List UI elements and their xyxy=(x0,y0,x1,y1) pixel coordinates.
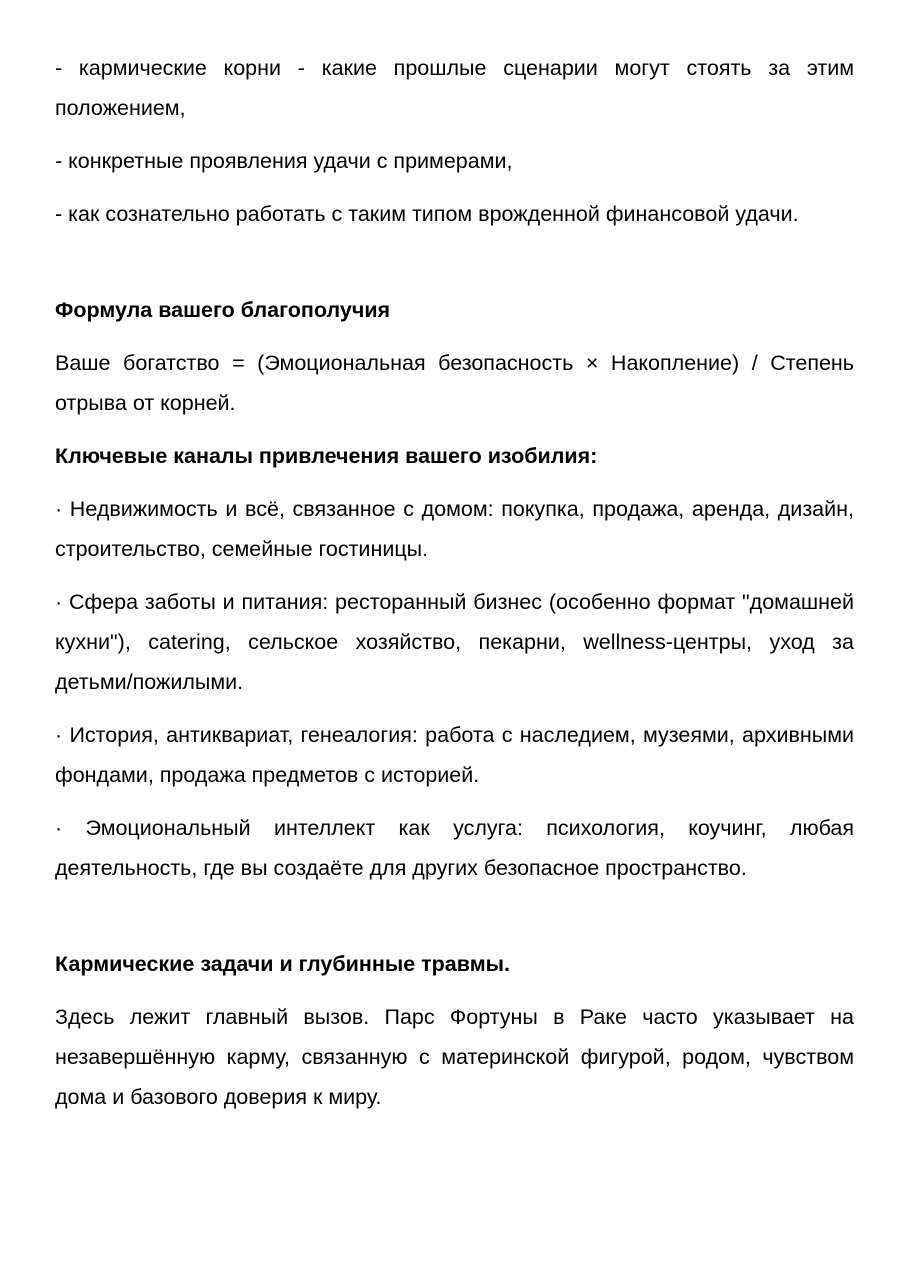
channel-item: · Недвижимость и всё, связанное с домом: покупка, продажа, аренда, дизайн, строительство, семейные гостиницы. xyxy=(55,497,854,561)
channel-item: · Сфера заботы и питания: ресторанный бизнес (особенно формат "домашней кухни"), catering, сельское хозяйство, пекарни, wellness-центры, уход за детьми/пожилыми. xyxy=(55,590,854,694)
channel-item: · Эмоциональный интеллект как услуга: психология, коучинг, любая деятельность, где вы создаёте для других безопасное пространство. xyxy=(55,816,854,880)
karmic-heading: Кармические задачи и глубинные травмы. xyxy=(55,952,510,976)
formula-text: Ваше богатство = (Эмоциональная безопасность × Накопление) / Степень отрыва от корней. xyxy=(55,351,854,415)
channel-item: · История, антиквариат, генеалогия: работа с наследием, музеями, архивными фондами, продажа предметов с историей. xyxy=(55,723,854,787)
intro-list-item: - конкретные проявления удачи с примерами, xyxy=(55,149,513,173)
channels-heading: Ключевые каналы привлечения вашего изобилия: xyxy=(55,444,598,468)
intro-list-item: - как сознательно работать с таким типом врожденной финансовой удачи. xyxy=(55,202,799,226)
formula-heading: Формула вашего благополучия xyxy=(55,298,391,322)
intro-list-item: - кармические корни - какие прошлые сценарии могут стоять за этим положением, xyxy=(55,56,854,120)
karmic-text: Здесь лежит главный вызов. Парс Фортуны в Раке часто указывает на незавершённую карму, связанную с материнской фигурой, родом, чувством дома и базового доверия к миру. xyxy=(55,1005,854,1109)
document-page xyxy=(55,48,854,1117)
